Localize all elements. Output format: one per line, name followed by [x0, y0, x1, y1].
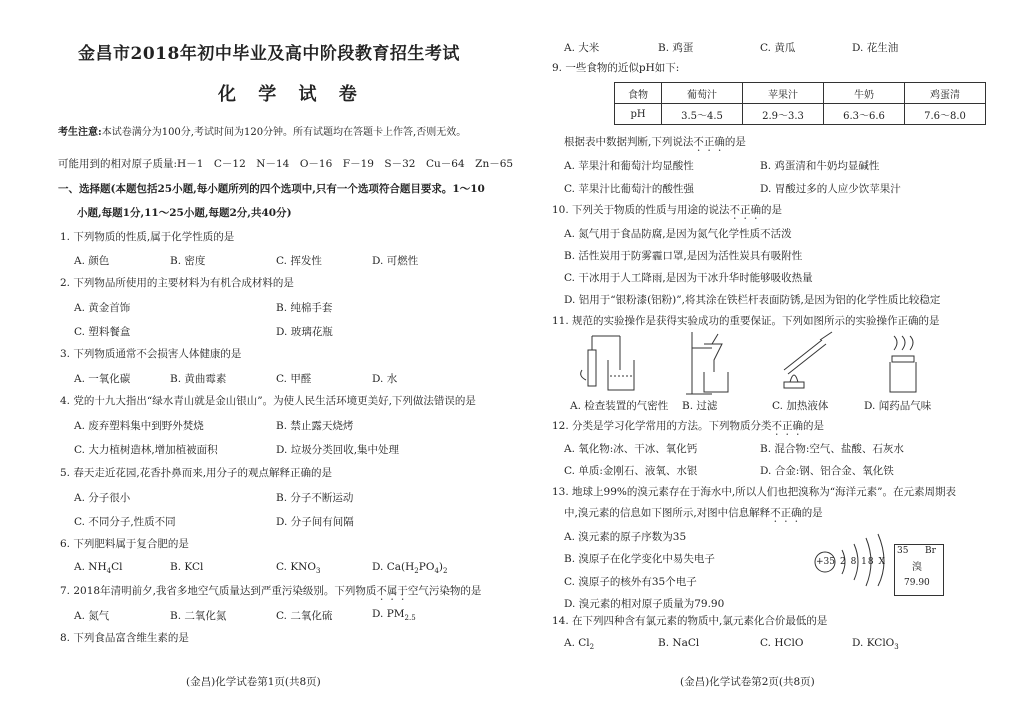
q10-option-b[interactable]: B. 活性炭用于防雾霾口罩,是因为活性炭具有吸附性: [564, 250, 803, 262]
q9-option-a[interactable]: A. 苹果汁和葡萄汁均显酸性: [564, 160, 694, 172]
q12-option-a[interactable]: A. 氧化物:冰、干冰、氧化钙: [564, 443, 698, 455]
q9-prompt: [564, 136, 746, 154]
q10-option-c[interactable]: C. 干冰用于人工降雨,是因为干冰升华时能够吸收热量: [564, 272, 813, 284]
q6-option-b[interactable]: B. KCl: [170, 561, 204, 573]
q1-option-d[interactable]: D. 可燃性: [372, 255, 419, 267]
page-2-footer: (金昌)化学试卷第2页(共8页): [680, 676, 815, 688]
q13-stem-post: 的是: [801, 507, 823, 519]
question-9-stem: 9. 一些食物的近似pH如下:: [552, 62, 680, 74]
q7-stem-pre: 7. 2018年清明前夕,我省多地空气质量达到严重污染级别。下列物质: [60, 585, 377, 597]
q10-option-a[interactable]: A. 氮气用于食品防腐,是因为氮气化学性质不活泼: [564, 228, 792, 240]
q7-option-a[interactable]: A. 氮气: [74, 610, 110, 622]
q2-option-d[interactable]: D. 玻璃花瓶: [276, 326, 333, 338]
q4-option-c[interactable]: C. 大力植树造林,增加植被面积: [74, 444, 218, 456]
q6-option-d[interactable]: [372, 561, 447, 575]
q10-stem-pre: 10. 下列关于物质的性质与用途的说法: [552, 204, 730, 216]
question-8-stem: 8. 下列食品富含维生素的是: [60, 632, 189, 644]
q9-prompt-emph: 不正确: [693, 136, 725, 148]
q11-option-b[interactable]: B. 过滤: [682, 400, 718, 412]
q3-option-d[interactable]: D. 水: [372, 373, 398, 385]
q6-d-text: D. Ca(H: [372, 561, 415, 573]
q4-option-a[interactable]: A. 废弃塑料集中到野外焚烧: [74, 420, 204, 432]
q10-option-d[interactable]: D. 铝用于“银粉漆(铝粉)”,将其涂在铁栏杆表面防锈,是因为铝的化学性质比较稳定: [564, 294, 941, 306]
q12-option-d[interactable]: D. 合金:钢、铝合金、氧化铁: [760, 465, 894, 477]
ph-table-header-row: [615, 83, 986, 104]
q10-stem-post: 的是: [761, 204, 783, 216]
q14-option-a[interactable]: [564, 637, 594, 651]
q6-d-sub1: 2: [414, 567, 419, 576]
q8-option-b[interactable]: B. 鸡蛋: [658, 42, 694, 54]
q5-option-c[interactable]: C. 不同分子,性质不同: [74, 516, 176, 528]
q7-stem-emph: 不属于: [376, 585, 408, 597]
q3-option-c[interactable]: C. 甲醛: [276, 373, 312, 385]
q10-stem-emph: 不正确: [729, 204, 762, 216]
q6-d-sub2: 4: [434, 567, 439, 576]
q6-option-c[interactable]: [276, 561, 320, 575]
q9-option-b[interactable]: B. 鸡蛋清和牛奶均显碱性: [760, 160, 880, 172]
ph-table-header-cell: 鸡蛋清: [905, 83, 986, 104]
section-1-heading: 一、选择题(本题包括25小题,每小题所列的四个选项中,只有一个选项符合题目要求。1～10: [58, 183, 485, 195]
question-1-stem: 1. 下列物质的性质,属于化学性质的是: [60, 231, 235, 243]
q14-option-c[interactable]: C. HClO: [760, 637, 804, 649]
q12-option-b[interactable]: B. 混合物:空气、盐酸、石灰水: [760, 443, 904, 455]
q6-c-sub: 3: [315, 567, 321, 576]
ph-table-cell: 7.6～8.0: [905, 104, 986, 125]
page-2: [512, 0, 1024, 724]
q6-c-text: C. KNO: [276, 561, 316, 573]
q6-a-sub: 4: [106, 567, 112, 576]
q6-a-text-end: Cl: [111, 561, 123, 573]
heating-liquid-figure: [770, 330, 840, 396]
ph-table-cell: pH: [615, 104, 662, 125]
ph-table-header-cell: 苹果汁: [743, 83, 824, 104]
q3-option-b[interactable]: B. 黄曲霉素: [170, 373, 227, 385]
ph-table-cell: 2.9～3.3: [743, 104, 824, 125]
q2-option-c[interactable]: C. 塑料餐盒: [74, 326, 131, 338]
q4-option-b[interactable]: B. 禁止露天烧烤: [276, 420, 354, 432]
q11-option-c[interactable]: C. 加热液体: [772, 400, 829, 412]
question-5-stem: 5. 春天走近花园,花香扑鼻而来,用分子的观点解释正确的是: [60, 467, 333, 479]
ph-table-header-cell: 葡萄汁: [662, 83, 743, 104]
ph-table-value-row: [615, 104, 986, 125]
q8-option-c[interactable]: C. 黄瓜: [760, 42, 796, 54]
notice-label: 考生注意:: [58, 127, 102, 138]
atomic-masses: 可能用到的相对原子质量:H－1 C－12 N－14 O－16 F－19 S－32 Cu－64 Zn－65: [58, 158, 514, 170]
q7-d-text: D. PM: [372, 608, 405, 620]
q14-a-sub: 2: [589, 643, 595, 652]
q6-d-mid: PO: [418, 561, 435, 573]
question-6-stem: 6. 下列肥料属于复合肥的是: [60, 538, 189, 550]
paper-subtitle: 化 学 试 卷: [218, 84, 365, 105]
exam-title: 金昌市2018年初中毕业及高中阶段教育招生考试: [78, 44, 460, 64]
q4-option-d[interactable]: D. 垃圾分类回收,集中处理: [276, 444, 400, 456]
q13-option-a[interactable]: A. 溴元素的原子序数为35: [564, 531, 687, 543]
q5-option-d[interactable]: D. 分子间有间隔: [276, 516, 354, 528]
q13-option-c[interactable]: C. 溴原子的核外有35个电子: [564, 576, 697, 588]
q9-prompt-pre: 根据表中数据判断,下列说法: [564, 136, 694, 148]
q6-a-text: A. NH: [74, 561, 107, 573]
ph-table-cell: 6.3～6.6: [824, 104, 905, 125]
q6-d-sub3: 2: [443, 567, 448, 576]
q1-option-b[interactable]: B. 密度: [170, 255, 206, 267]
q9-prompt-post: 的是: [724, 136, 746, 148]
q12-stem-emph: 不正确: [771, 420, 804, 432]
atom-electron-shells: 2 8 18 X: [840, 557, 886, 567]
question-12-stem: [552, 420, 824, 438]
question-7-stem: [60, 585, 481, 603]
airtight-check-figure: [572, 330, 652, 396]
q12-stem-post: 的是: [803, 420, 825, 432]
question-10-stem: [552, 204, 782, 222]
ph-table-header-cell: 食物: [615, 83, 662, 104]
q9-option-c[interactable]: C. 苹果汁比葡萄汁的酸性强: [564, 183, 694, 195]
q8-option-d[interactable]: D. 花生油: [852, 42, 899, 54]
q5-option-b[interactable]: B. 分子不断运动: [276, 492, 354, 504]
question-2-stem: 2. 下列物品所使用的主要材料为有机合成材料的是: [60, 277, 294, 289]
q12-option-c[interactable]: C. 单质:金刚石、液氧、水银: [564, 465, 698, 477]
atom-nucleus-charge: +35: [816, 557, 835, 567]
q7-d-sub: 2.5: [404, 614, 416, 623]
ph-table-cell: 3.5～4.5: [662, 104, 743, 125]
q14-d-text: D. KClO: [852, 637, 895, 649]
q13-stem-emph: 不正确: [770, 507, 802, 519]
question-11-stem: 11. 规范的实验操作是获得实验成功的重要保证。下列如图所示的实验操作正确的是: [552, 315, 940, 327]
exam-notice: [58, 127, 466, 139]
filtration-figure: [682, 328, 742, 396]
smelling-figure: [874, 330, 934, 396]
question-3-stem: 3. 下列物质通常不会损害人体健康的是: [60, 348, 242, 360]
q13-option-b[interactable]: B. 溴原子在化学变化中易失电子: [564, 553, 715, 565]
question-13-stem: 13. 地球上99%的溴元素存在于海水中,所以人们也把溴称为“海洋元素”。在元素周期表: [552, 486, 956, 498]
q7-option-b[interactable]: B. 二氧化氮: [170, 610, 227, 622]
element-atomic-mass: 79.90: [904, 578, 930, 588]
q7-stem-post: 空气污染物的是: [407, 585, 482, 597]
section-1-heading-cont: 小题,每题1分,11～25小题,每题2分,共40分): [77, 207, 292, 219]
q9-option-d[interactable]: D. 胃酸过多的人应少饮苹果汁: [760, 183, 901, 195]
q11-option-a[interactable]: A. 检查装置的气密性: [570, 400, 669, 412]
element-symbol: Br: [925, 546, 936, 556]
element-atomic-number: 35: [897, 546, 909, 556]
q14-option-d[interactable]: [852, 637, 899, 651]
q13-stem-pre: 中,溴元素的信息如下图所示,对图中信息解释: [564, 507, 771, 519]
notice-text: 本试卷满分为100分,考试时间为120分钟。所有试题均在答题卡上作答,否则无效。: [101, 127, 467, 138]
q1-option-a[interactable]: A. 颜色: [74, 255, 110, 267]
q8-option-a[interactable]: A. 大米: [564, 42, 600, 54]
q2-option-a[interactable]: A. 黄金首饰: [74, 302, 131, 314]
q6-option-a[interactable]: [74, 561, 122, 575]
q3-option-a[interactable]: A. 一氧化碳: [74, 373, 131, 385]
ph-table-header-cell: 牛奶: [824, 83, 905, 104]
q14-d-sub: 3: [894, 643, 899, 652]
q5-option-a[interactable]: A. 分子很小: [74, 492, 131, 504]
q2-option-b[interactable]: B. 纯棉手套: [276, 302, 333, 314]
page-1-footer: (金昌)化学试卷第1页(共8页): [186, 676, 321, 688]
question-13-stem-cont: [564, 507, 823, 525]
q7-option-d[interactable]: [372, 608, 416, 622]
q12-stem-pre: 12. 分类是学习化学常用的方法。下列物质分类: [552, 420, 772, 432]
q14-a-text: A. Cl: [564, 637, 590, 649]
q14-option-b[interactable]: B. NaCl: [658, 637, 700, 649]
q7-option-c[interactable]: C. 二氧化硫: [276, 610, 333, 622]
element-name: 溴: [912, 562, 922, 573]
q13-option-d[interactable]: D. 溴元素的相对原子质量为79.90: [564, 598, 725, 610]
question-14-stem: 14. 在下列四种含有氯元素的物质中,氯元素化合价最低的是: [552, 615, 828, 627]
ph-table: [614, 82, 986, 125]
q6-d-close: ): [438, 561, 444, 573]
question-4-stem: 4. 党的十九大指出“绿水青山就是金山银山”。为使人民生活环境更美好,下列做法错误的是: [60, 395, 476, 407]
q11-option-d[interactable]: D. 闻药品气味: [864, 400, 932, 412]
q1-option-c[interactable]: C. 挥发性: [276, 255, 322, 267]
